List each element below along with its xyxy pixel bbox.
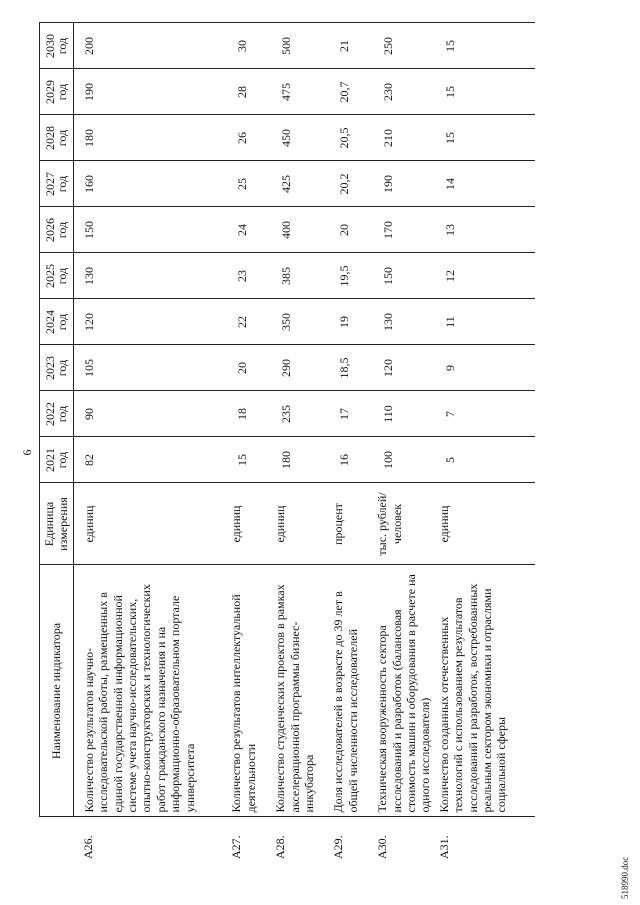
indicator-value: 20,2 bbox=[329, 161, 373, 207]
indicator-value: 20,5 bbox=[329, 115, 373, 161]
indicator-value: 190 bbox=[73, 69, 227, 115]
indicator-value: 475 bbox=[271, 69, 329, 115]
year-header: 2021 год bbox=[40, 437, 74, 483]
indicator-unit: единиц bbox=[271, 483, 329, 565]
indicator-value: 230 bbox=[373, 69, 435, 115]
indicator-name: Количество результатов научно-исследовательской работы, размещенных в единой государственной информационной системе учета научно-исследовательских, опытно-конструкторских и технологических работ гражданского назначения и на информационно-образовательном портале университета bbox=[73, 565, 227, 817]
table-header-row bbox=[40, 23, 74, 863]
indicator-value: 15 bbox=[435, 69, 535, 115]
indicator-value: 20,7 bbox=[329, 69, 373, 115]
indicator-value: 400 bbox=[271, 207, 329, 253]
table-row bbox=[227, 23, 271, 863]
indicator-code: А31. bbox=[435, 817, 535, 863]
indicators-table bbox=[39, 23, 535, 864]
year-header: 2028 год bbox=[40, 115, 74, 161]
indicator-value: 20 bbox=[227, 345, 271, 391]
indicator-value: 19 bbox=[329, 299, 373, 345]
indicator-code: А28. bbox=[271, 817, 329, 863]
indicator-value: 130 bbox=[373, 299, 435, 345]
indicator-value: 150 bbox=[73, 207, 227, 253]
indicator-value: 350 bbox=[271, 299, 329, 345]
table-body bbox=[73, 23, 535, 863]
table-row bbox=[329, 23, 373, 863]
indicator-value: 120 bbox=[373, 345, 435, 391]
year-header: 2024 год bbox=[40, 299, 74, 345]
indicator-value: 120 bbox=[73, 299, 227, 345]
indicator-value: 17 bbox=[329, 391, 373, 437]
indicator-value: 18 bbox=[227, 391, 271, 437]
indicator-value: 500 bbox=[271, 23, 329, 69]
indicator-unit: процент bbox=[329, 483, 373, 565]
indicator-value: 12 bbox=[435, 253, 535, 299]
indicator-value: 385 bbox=[271, 253, 329, 299]
table-row bbox=[73, 23, 227, 863]
indicator-value: 180 bbox=[271, 437, 329, 483]
indicator-value: 25 bbox=[227, 161, 271, 207]
indicator-value: 180 bbox=[73, 115, 227, 161]
page-number: 6 bbox=[20, 449, 34, 456]
indicator-value: 105 bbox=[73, 345, 227, 391]
indicator-value: 235 bbox=[271, 391, 329, 437]
indicator-value: 190 bbox=[373, 161, 435, 207]
indicator-code: А27. bbox=[227, 817, 271, 863]
indicator-value: 82 bbox=[73, 437, 227, 483]
year-header: 2025 год bbox=[40, 253, 74, 299]
indicator-value: 290 bbox=[271, 345, 329, 391]
indicator-value: 23 bbox=[227, 253, 271, 299]
indicator-code: А29. bbox=[329, 817, 373, 863]
table-row bbox=[435, 23, 535, 863]
indicator-value: 450 bbox=[271, 115, 329, 161]
indicator-value: 160 bbox=[73, 161, 227, 207]
indicator-name: Количество созданных отечественных технологий с использованием результатов исследований и разработок, востребованных реальным сектором экономики и отраслями социальной сферы bbox=[435, 565, 535, 817]
indicator-name: Количество результатов интеллектуальной деятельности bbox=[227, 565, 271, 817]
indicator-value: 22 bbox=[227, 299, 271, 345]
indicator-value: 21 bbox=[329, 23, 373, 69]
indicator-value: 100 bbox=[373, 437, 435, 483]
indicator-value: 14 bbox=[435, 161, 535, 207]
indicator-value: 90 bbox=[73, 391, 227, 437]
code-header bbox=[40, 817, 74, 863]
indicator-value: 425 bbox=[271, 161, 329, 207]
indicator-unit: единиц bbox=[435, 483, 535, 565]
indicator-value: 130 bbox=[73, 253, 227, 299]
footer-filename: 518990.doc bbox=[620, 856, 630, 899]
indicator-unit: единиц bbox=[73, 483, 227, 565]
indicator-value: 15 bbox=[435, 23, 535, 69]
indicator-value: 9 bbox=[435, 345, 535, 391]
indicator-value: 30 bbox=[227, 23, 271, 69]
table-row bbox=[373, 23, 435, 863]
indicator-value: 200 bbox=[73, 23, 227, 69]
indicator-value: 13 bbox=[435, 207, 535, 253]
indicator-value: 15 bbox=[435, 115, 535, 161]
year-header: 2027 год bbox=[40, 161, 74, 207]
indicator-code: А30. bbox=[373, 817, 435, 863]
unit-header: Единица измерения bbox=[40, 483, 74, 565]
indicator-name: Техническая вооруженность сектора исследований и разработок (балансовая стоимость машин и оборудования в расчете на одного исследователя) bbox=[373, 565, 435, 817]
year-header: 2022 год bbox=[40, 391, 74, 437]
indicator-value: 250 bbox=[373, 23, 435, 69]
indicator-name: Доля исследователей в возрасте до 39 лет в общей численности исследователей bbox=[329, 565, 373, 817]
indicator-value: 18,5 bbox=[329, 345, 373, 391]
indicator-value: 15 bbox=[227, 437, 271, 483]
indicator-value: 5 bbox=[435, 437, 535, 483]
year-header: 2030 год bbox=[40, 23, 74, 69]
indicator-value: 26 bbox=[227, 115, 271, 161]
name-header: Наименование индикатора bbox=[40, 565, 74, 817]
indicator-value: 19,5 bbox=[329, 253, 373, 299]
indicator-value: 7 bbox=[435, 391, 535, 437]
indicator-value: 24 bbox=[227, 207, 271, 253]
year-header: 2023 год bbox=[40, 345, 74, 391]
indicator-value: 11 bbox=[435, 299, 535, 345]
indicator-value: 20 bbox=[329, 207, 373, 253]
indicator-value: 170 bbox=[373, 207, 435, 253]
indicator-value: 16 bbox=[329, 437, 373, 483]
year-header: 2026 год bbox=[40, 207, 74, 253]
indicator-value: 210 bbox=[373, 115, 435, 161]
table-row bbox=[271, 23, 329, 863]
indicator-unit: тыс. рублей/ человек bbox=[373, 483, 435, 565]
indicator-value: 150 bbox=[373, 253, 435, 299]
indicator-value: 110 bbox=[373, 391, 435, 437]
indicator-name: Количество студенческих проектов в рамках акселерационной программы бизнес-инкубатора bbox=[271, 565, 329, 817]
year-header: 2029 год bbox=[40, 69, 74, 115]
indicator-code: А26. bbox=[73, 817, 227, 863]
indicator-unit: единиц bbox=[227, 483, 271, 565]
indicator-value: 28 bbox=[227, 69, 271, 115]
